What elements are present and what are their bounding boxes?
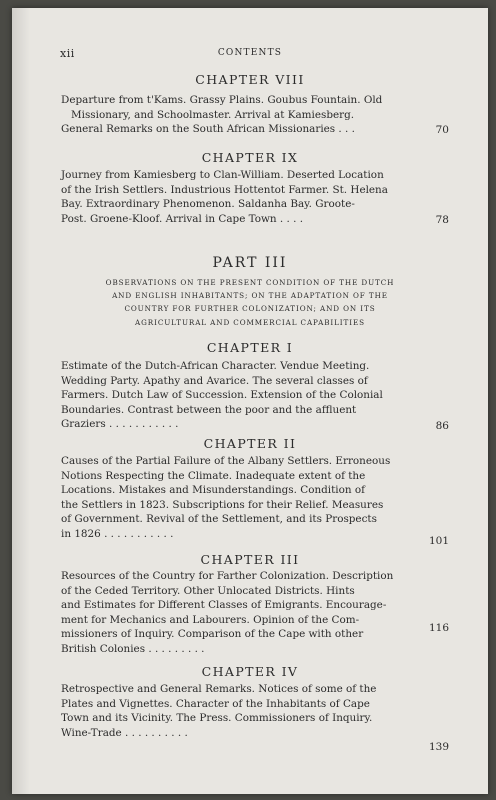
gutter-shadow — [12, 8, 30, 794]
chapter-heading: CHAPTER II — [203, 436, 297, 451]
chapter-heading: CHAPTER I — [206, 340, 294, 355]
summary-line: Bay. Extraordinary Phenomenon. Saldanha Bay. Groote- — [61, 198, 355, 211]
page-folio: xii — [60, 47, 75, 60]
part-subtitle-line: AND ENGLISH INHABITANTS; ON THE ADAPTATION OF THE — [112, 291, 388, 301]
part-subtitle-line: AGRICULTURAL AND COMMERCIAL CAPABILITIES — [135, 317, 365, 327]
chapter-summary — [61, 93, 433, 137]
part-subtitle-line: COUNTRY FOR FURTHER COLONIZATION; AND ON ITS — [124, 304, 376, 314]
page-number: 101 — [428, 535, 449, 547]
summary-line: of Government. Revival of the Settlement, and its Prospects — [61, 513, 377, 526]
summary-line: General Remarks on the South African Missionaries . . . — [61, 123, 355, 136]
page-number: 116 — [428, 622, 449, 634]
summary-line: Resources of the Country for Farther Colonization. Description — [61, 570, 394, 582]
summary-line: the Settlers in 1823. Subscriptions for their Relief. Measures — [61, 498, 384, 511]
summary-line: Departure from t'Kams. Grassy Plains. Goubus Fountain. Old — [61, 94, 383, 106]
summary-line: Boundaries. Contrast between the poor and the affluent — [61, 403, 357, 416]
chapter-heading: CHAPTER III — [200, 552, 300, 567]
summary-line: Causes of the Partial Failure of the Albany Settlers. Erroneous — [61, 455, 391, 467]
chapter-summary — [61, 569, 433, 657]
chapter-summary — [61, 359, 433, 432]
part-subtitle-line: OBSERVATIONS ON THE PRESENT CONDITION OF THE DUTCH — [105, 278, 395, 287]
part-title: PART III — [212, 255, 288, 271]
running-head-title: CONTENTS — [217, 48, 283, 58]
chapter-summary — [61, 682, 433, 740]
summary-line: British Colonies . . . . . . . . . — [61, 642, 205, 655]
chapter-heading: CHAPTER VIII — [195, 72, 305, 87]
summary-line: and Estimates for Different Classes of Emigrants. Encourage- — [61, 599, 387, 612]
page-number: 70 — [435, 124, 449, 136]
summary-line: Wine-Trade . . . . . . . . . . — [61, 726, 188, 739]
chapter-summary — [61, 168, 433, 226]
summary-line: Estimate of the Dutch-African Character. Vendue Meeting. — [61, 360, 370, 372]
summary-line: Journey from Kamiesberg to Clan-William. Deserted Location — [61, 169, 384, 181]
summary-line: Graziers . . . . . . . . . . . — [61, 418, 179, 431]
summary-line: in 1826 . . . . . . . . . . . — [61, 527, 174, 540]
summary-line: Notions Respecting the Climate. Inadequate extent of the — [61, 469, 366, 482]
summary-line: of the Irish Settlers. Industrious Hottentot Farmer. St. Helena — [61, 183, 388, 196]
page-number: 86 — [435, 420, 449, 432]
book-page — [12, 8, 488, 794]
running-header — [60, 46, 440, 62]
summary-line: Plates and Vignettes. Character of the Inhabitants of Cape — [61, 697, 370, 710]
summary-line: Post. Groene-Kloof. Arrival in Cape Town . . . . — [61, 212, 304, 225]
summary-line: ment for Mechanics and Labourers. Opinion of the Com- — [61, 613, 360, 626]
summary-line: Locations. Mistakes and Misunderstandings. Condition of — [61, 484, 365, 497]
summary-line: missioners of Inquiry. Comparison of the Cape with other — [61, 628, 364, 641]
part-subtitle — [68, 276, 432, 329]
page-number: 139 — [428, 741, 449, 753]
summary-line: Farmers. Dutch Law of Succession. Extension of the Colonial — [61, 389, 383, 402]
summary-line: Missionary, and Schoolmaster. Arrival at Kamiesberg. — [71, 108, 355, 121]
summary-line: of the Ceded Territory. Other Unlocated Districts. Hints — [61, 584, 355, 597]
chapter-heading: CHAPTER IV — [201, 664, 299, 679]
summary-line: Wedding Party. Apathy and Avarice. The several classes of — [61, 374, 368, 387]
summary-line: Retrospective and General Remarks. Notices of some of the — [61, 683, 377, 695]
summary-line: Town and its Vicinity. The Press. Commissioners of Inquiry. — [61, 712, 373, 725]
chapter-summary — [61, 454, 433, 542]
chapter-heading: CHAPTER IX — [201, 150, 299, 165]
page-number: 78 — [435, 214, 449, 226]
